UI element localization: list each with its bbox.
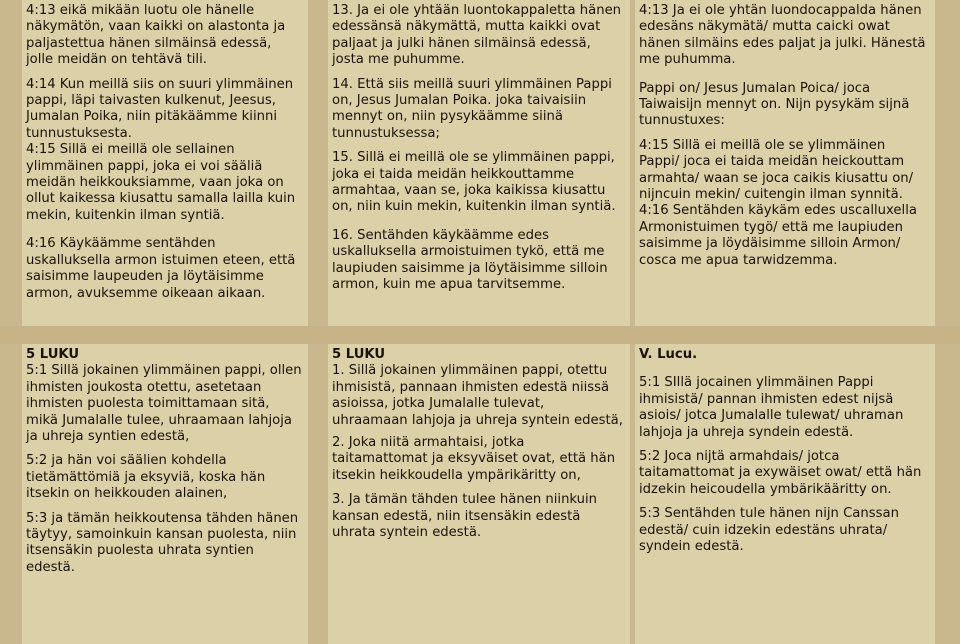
verse-1-col2: 1. Sillä jokainen ylimmäinen pappi, otettu ihmisistä, pannaan ihmisten edestä niissä asioissa, jotka Jumalalle tulevat, uhraamaan lahjoja ja uhreja syntein edestä, [332, 363, 623, 428]
bottom-cell-col2 [328, 344, 630, 644]
verse-5-1-col3: 5:1 SIllä jocainen ylimmäinen Pappi ihmisistä/ pannan ihmisten edest nijsä asiois/ jotca Jumalalle tulewat/ uhraman lahjoja ja uhreja syndein edestä. [639, 375, 904, 440]
verse-4-15-col1: 4:15 Sillä ei meillä ole sellainen ylimmäinen pappi, joka ei voi sääliä meidän heikkouksiamme, vaan joka on ollut kaikessa kiusattu samalla lailla kuin mekin, kuitenkin ilman syntiä. [26, 142, 296, 223]
verse-5-3-col1: 5:3 ja tämän heikkoutensa tähden hänen täytyy, samoinkuin kansan puolesta, niin itsensäkin puolesta uhrata syntien edestä. [26, 510, 299, 575]
top-cell-col1 [22, 0, 308, 326]
verse-4-15-col3: 4:15 Sillä ei meillä ole se ylimmäinen Pappi/ joca ei taida meidän heickouttam armahta/ waan se joca caikis kiusattu on/ nijncuin mekin/ cuitengin ilman synnitä. [639, 137, 914, 203]
verse-5-3-col3: 5:3 Sentähden tule hänen nijn Canssan edestä/ cuin idzekin edestäns uhrata/ syndein edestä. [639, 506, 899, 555]
verse-13-col2: 13. Ja ei ole yhtään luontokappaletta hänen edessänsä näkymättä, mutta kaikki ovat paljaat ja julki hänen silmäinsä edessä, josta me puhumme. [332, 3, 622, 68]
top-cell-col2 [328, 0, 630, 326]
chapter-heading-col1: 5 LUKU [26, 347, 80, 362]
verse-4-13-col1: 4:13 eikä mikään luotu ole hänelle näkymätön, vaan kaikki on alastonta ja paljastettua hänen silmäinsä edessä, jolle meidän on tehtävä tili. [26, 3, 286, 68]
verse-16-col2: 16. Sentähden käykäämme edes uskalluksella armoistuimen tykö, että me laupiuden saisimme ja löytäisimme silloin armon, kuin me apua tarvitsemme. [332, 227, 608, 293]
chapter-heading-col3: V. Lucu. [639, 347, 698, 362]
bottom-cell-col3 [635, 344, 935, 644]
row-separator [0, 326, 960, 344]
verse-4-16-col1: 4:16 Käykäämme sentähden uskalluksella armon istuimen eteen, että saisimme laupeuden ja löytäisimme armon, avuksemme oikeaan aikaan. [26, 236, 296, 301]
verse-5-2-col3: 5:2 Joca nijtä armahdais/ jotca taitamattomat ja exywäiset owat/ että hän idzekin heicoudella ymbärikääritty on. [639, 449, 922, 497]
verse-4-14-col3: Pappi on/ Jesus Jumalan Poica/ joca Taiwaisijn mennyt on. Nijn pysykäm sijnä tunnustuxes: [639, 80, 910, 129]
verse-15-col2: 15. Sillä ei meillä ole se ylimmäinen pappi, joka ei taida meidän heikkouttamme armahtaa, vaan se, joka kaikissa kiusattu on, niin kuin mekin, kuitenkin ilman syntiä. [332, 150, 616, 215]
verse-2-col2: 2. Joka niitä armahtaisi, jotka taitamattomat ja eksyväiset ovat, että hän itsekin heikkoudella ympärikäritty on, [332, 435, 616, 483]
verse-3-col2: 3. Ja tämän tähden tulee hänen niinkuin kansan edestä, niin itsensäkin edestä uhrata syntein edestä. [332, 492, 598, 541]
verse-4-13-col3: 4:13 Ja ei ole yhtän luondocappalda hänen edesäns näkymätä/ mutta caicki owat hänen silmäins edes paljat ja julki. Hänestä me puhumma. [639, 3, 926, 68]
top-cell-col3 [635, 0, 935, 326]
chapter-heading-col2: 5 LUKU [332, 347, 386, 362]
verse-5-2-col1: 5:2 ja hän voi säälien kohdella tietämättömiä ja eksyviä, koska hän itsekin on heikkouden alainen, [26, 453, 266, 502]
verse-4-14-col1: 4:14 Kun meillä siis on suuri ylimmäinen pappi, läpi taivasten kulkenut, Jeesus, Jumalan Poika, niin pitäkäämme kiinni tunnustuksesta. [26, 76, 294, 141]
verse-5-1-col1: 5:1 Sillä jokainen ylimmäinen pappi, ollen ihmisten joukosta otettu, asetetaan ihmisten puolesta toimittamaan sitä, mikä Jumalalle tulee, uhraamaan lahjoja ja uhreja syntien edestä, [26, 363, 302, 445]
bottom-cell-col1 [22, 344, 308, 644]
verse-4-16-col3: 4:16 Sentähden käykäm edes uscalluxella Armonistuimen tygö/ että me laupiuden saisimme ja löydäisimme silloin Armon/ cosca me apua tarwidzemma. [639, 203, 917, 268]
verse-14-col2: 14. Että siis meillä suuri ylimmäinen Pappi on, Jesus Jumalan Poika. joka taivaisiin mennyt on, niin pysykäämme siinä tunnustuksessa; [332, 76, 612, 141]
